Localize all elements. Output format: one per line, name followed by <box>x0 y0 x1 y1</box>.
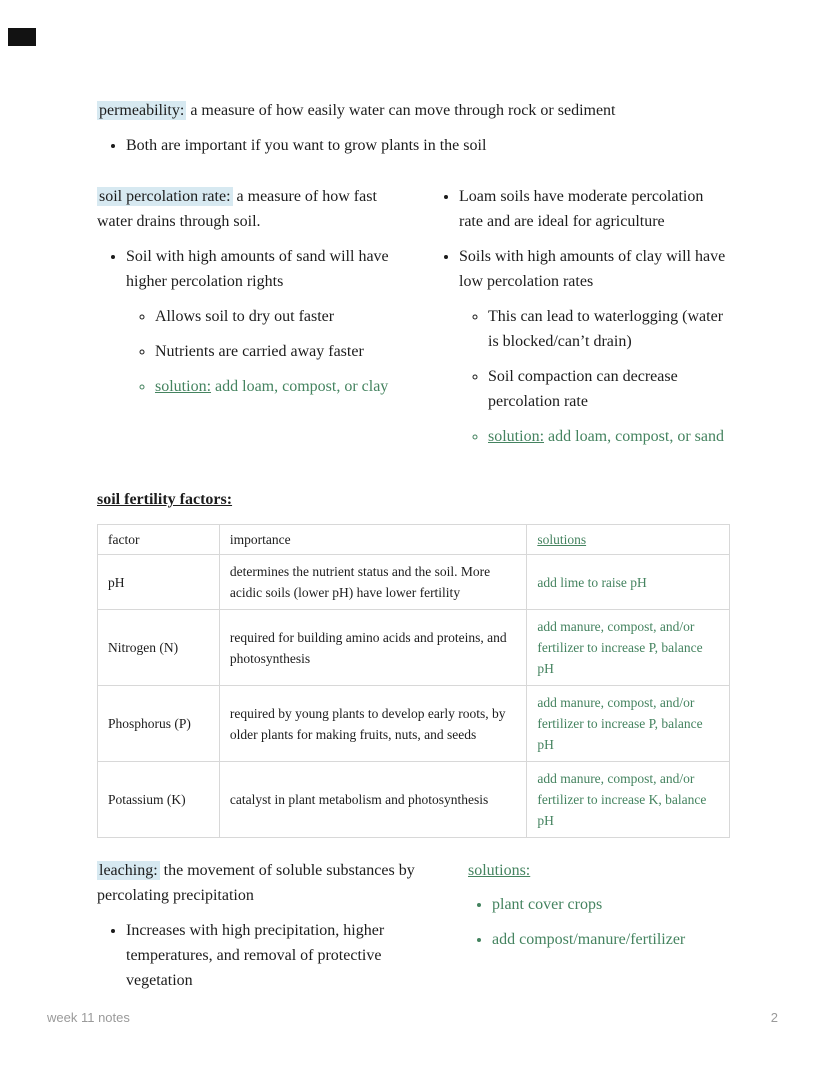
column-header-solutions[interactable]: solutions <box>527 525 730 555</box>
list-item: ◦ Soil compaction can decrease percolation rate <box>488 364 730 414</box>
list-item-text: Soils with high amounts of clay will have low percolation rates <box>459 248 726 290</box>
list-item <box>459 244 730 449</box>
list-item <box>126 244 400 399</box>
table-row <box>98 610 730 686</box>
table-header-row <box>98 525 730 555</box>
leaching-definition-line <box>97 858 437 908</box>
solution-text: add loam, compost, or sand <box>548 428 724 445</box>
percolation-definition-line <box>97 184 400 234</box>
leaching-right-column <box>468 858 730 962</box>
solution-cell: add lime to raise pH <box>527 555 730 610</box>
leaching-list <box>97 918 437 993</box>
fertility-table <box>97 524 730 838</box>
solution-cell: add manure, compost, and/or fertilizer to increase P, balance pH <box>527 686 730 762</box>
leaching-term: leaching: <box>99 862 158 879</box>
list-item: • Loam soils have moderate percolation rate and are ideal for agriculture <box>459 184 730 234</box>
solution-cell: add manure, compost, and/or fertilizer to increase P, balance pH <box>527 610 730 686</box>
percolation-left-list <box>97 244 400 399</box>
factor-cell: Nitrogen (N) <box>98 610 220 686</box>
solution-item <box>155 374 400 399</box>
leaching-solutions-list <box>468 892 730 952</box>
percolation-definition: a measure of how fast water drains through soil. <box>97 188 377 230</box>
solution-link[interactable]: solution: <box>488 428 545 445</box>
footer-document-title: week 11 notes <box>47 1010 130 1025</box>
percolation-right-list <box>437 184 730 449</box>
importance-cell: determines the nutrient status and the soil. More acidic soils (lower pH) have lower fertility <box>219 555 526 610</box>
table-row <box>98 686 730 762</box>
percolation-left-column <box>97 184 400 409</box>
permeability-list <box>97 133 730 158</box>
leaching-left-column <box>97 858 437 1003</box>
list-item-text: Soil with high amounts of sand will have higher percolation rights <box>126 248 389 290</box>
list-item: ◦ Nutrients are carried away faster <box>155 339 400 364</box>
list-item: ◦ Allows soil to dry out faster <box>155 304 400 329</box>
column-header-factor: factor <box>98 525 220 555</box>
solutions-heading[interactable]: solutions: <box>468 862 531 879</box>
corner-artifact <box>8 28 36 46</box>
list-item: • Increases with high precipitation, higher temperatures, and removal of protective vegetation <box>126 918 437 993</box>
percolation-right-column <box>437 184 730 459</box>
factor-cell: Potassium (K) <box>98 762 220 838</box>
list-item: • Both are important if you want to grow plants in the soil <box>126 133 730 158</box>
footer-page-number: 2 <box>770 1010 778 1025</box>
percolation-left-sublist <box>126 304 400 399</box>
list-item: • add compost/manure/fertilizer <box>492 927 730 952</box>
percolation-right-sublist <box>459 304 730 449</box>
percolation-term: soil percolation rate: <box>99 188 231 205</box>
list-item: ◦ This can lead to waterlogging (water is blocked/can’t drain) <box>488 304 730 354</box>
list-item: • plant cover crops <box>492 892 730 917</box>
importance-cell: required for building amino acids and proteins, and photosynthesis <box>219 610 526 686</box>
table-row <box>98 555 730 610</box>
column-header-importance: importance <box>219 525 526 555</box>
solution-link[interactable]: solution: <box>155 378 212 395</box>
solution-text: add loam, compost, or clay <box>215 378 389 395</box>
permeability-term: permeability: <box>99 102 185 119</box>
solution-item <box>488 424 730 449</box>
factor-cell: pH <box>98 555 220 610</box>
permeability-definition-line <box>97 98 730 123</box>
importance-cell: required by young plants to develop early roots, by older plants for making fruits, nuts, and seeds <box>219 686 526 762</box>
factor-cell: Phosphorus (P) <box>98 686 220 762</box>
fertility-heading: soil fertility factors: <box>97 491 233 508</box>
solution-cell: add manure, compost, and/or fertilizer to increase K, balance pH <box>527 762 730 838</box>
permeability-section <box>97 98 730 158</box>
leaching-section <box>97 858 730 1003</box>
leaching-definition: the movement of soluble substances by percolating precipitation <box>97 862 415 904</box>
importance-cell: catalyst in plant metabolism and photosynthesis <box>219 762 526 838</box>
table-row <box>98 762 730 838</box>
permeability-definition: a measure of how easily water can move through rock or sediment <box>190 102 616 119</box>
percolation-section <box>97 184 730 459</box>
